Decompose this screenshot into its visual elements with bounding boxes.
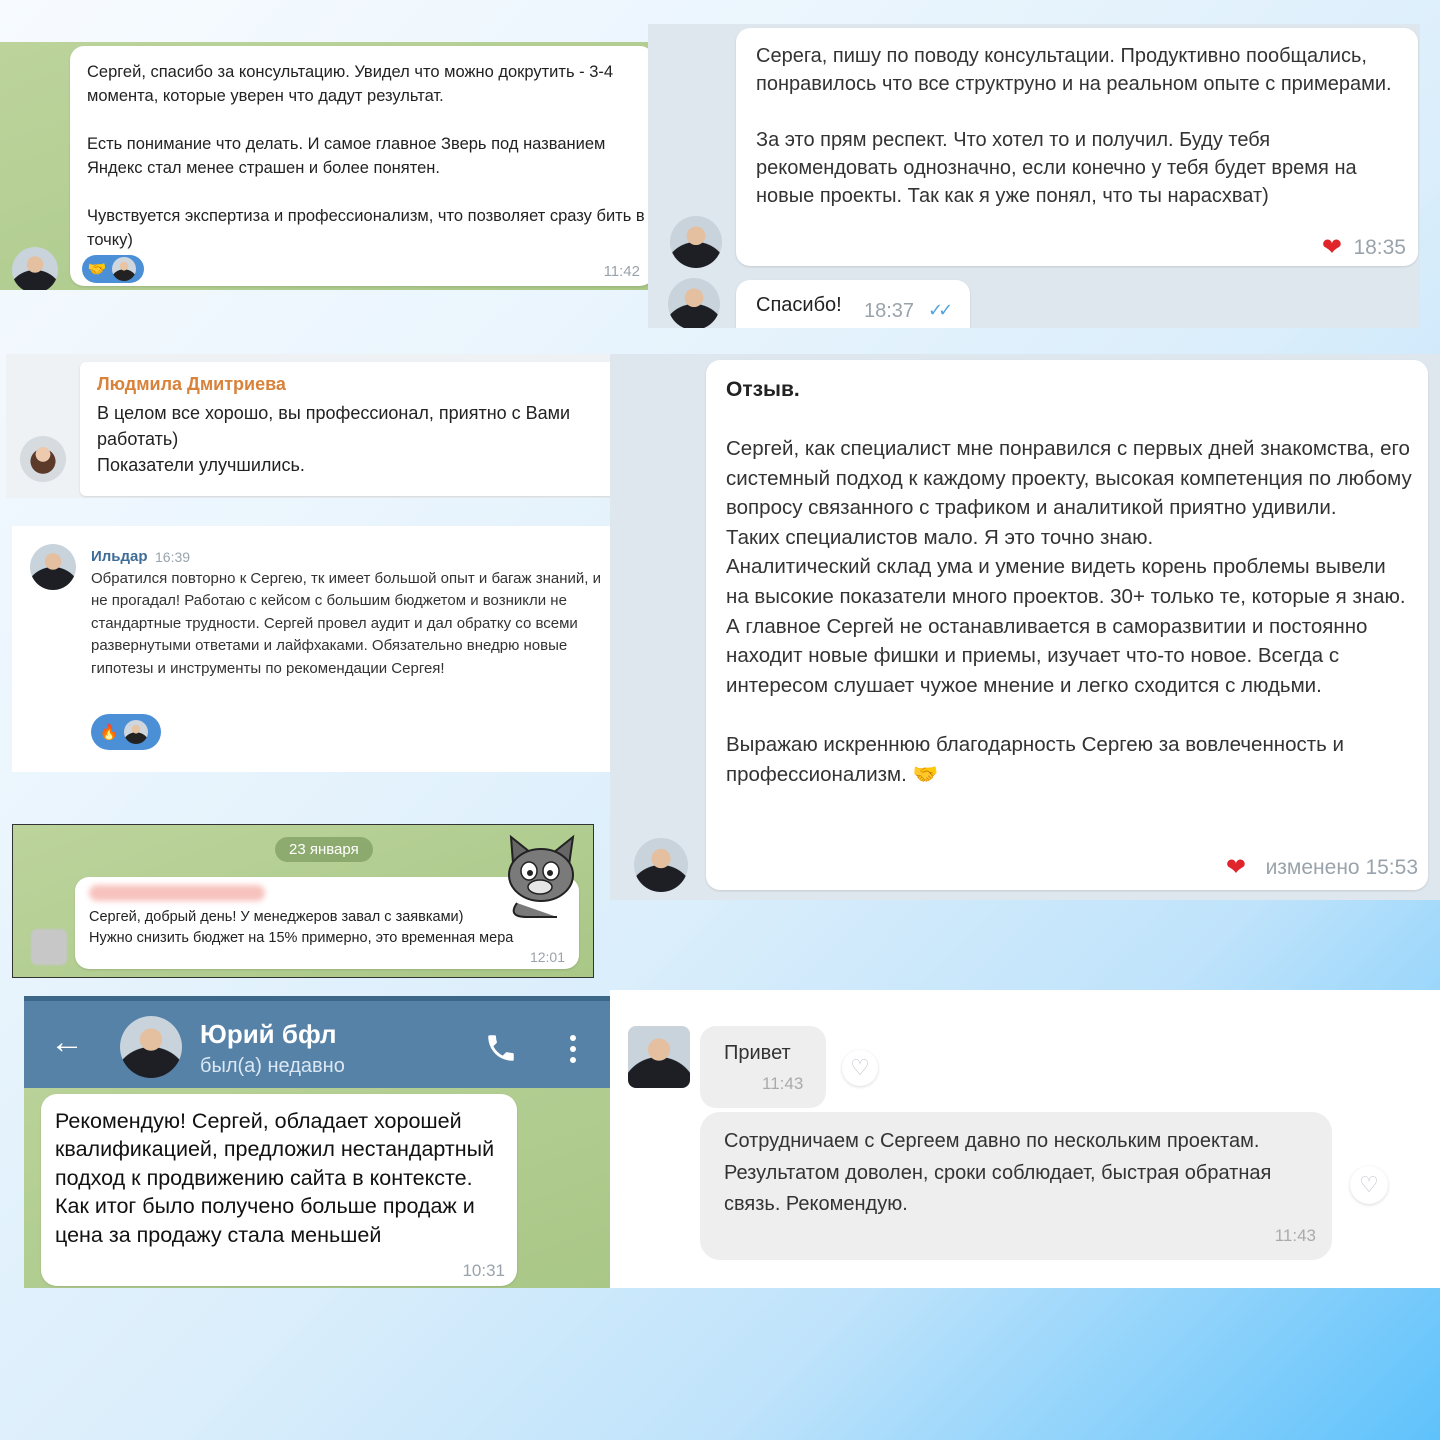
back-arrow-icon[interactable]: ← (50, 1023, 84, 1061)
message-text: В целом все хорошо, вы профессионал, приятно с Вами работать) Показатели улучшились. (97, 403, 571, 475)
heart-icon[interactable]: ❤ (1225, 854, 1246, 881)
message-time: 18:35 (1353, 236, 1406, 259)
sender-avatar[interactable] (670, 216, 722, 268)
read-check-icon: ✓✓ (928, 300, 949, 320)
message-bubble (70, 46, 654, 286)
message-time: 11:43 (1274, 1226, 1316, 1245)
edited-time: изменено 15:53 (1265, 856, 1418, 879)
greeting-text: Привет (724, 1042, 791, 1064)
more-menu-icon[interactable] (567, 1033, 579, 1067)
message-text: Сергей, добрый день! У менеджеров завал с заявками) Нужно снизить бюджет на 15% примерно, это временная мера (89, 909, 514, 946)
reaction-badge[interactable] (82, 255, 144, 283)
blurred-sender-name (89, 885, 265, 901)
review-5-chat (610, 354, 1440, 900)
sender-avatar[interactable] (20, 436, 66, 482)
sender-avatar[interactable] (31, 929, 67, 965)
message-text: Серега, пишу по поводу консультации. Продуктивно пообщались, понравилось что все структруно и на реальном опыте с примерами. За это прям респект. Что хотел то и получил. Буду тебя рекомендовать однозначно, если конечно у тебя будет время на новые проекты. Так как я уже понял, что ты нарасхват) (756, 45, 1392, 207)
contact-name[interactable]: Юрий бфл (200, 1019, 337, 1049)
contact-avatar[interactable] (120, 1016, 182, 1078)
review-3-chat (6, 354, 692, 498)
message-time: 16:39 (155, 549, 191, 565)
greeting-time: 11:43 (762, 1074, 804, 1093)
review-8-chat (610, 990, 1440, 1288)
message-bubble (706, 360, 1428, 890)
message-time: 12:01 (529, 949, 565, 965)
reply-bubble (736, 280, 970, 328)
own-avatar[interactable] (668, 278, 720, 328)
fire-icon: 🔥 (99, 724, 119, 741)
review-2-chat (648, 24, 1420, 328)
date-badge: 23 января (275, 837, 373, 862)
message-time: 11:42 (603, 263, 640, 280)
message-bubble (700, 1112, 1332, 1260)
handshake-icon: 🤝 (87, 261, 107, 278)
like-button-icon[interactable]: ♡ (1350, 1166, 1388, 1204)
message-bubble (80, 362, 692, 496)
sender-name[interactable]: Ильдар (91, 548, 148, 565)
like-button-icon[interactable]: ♡ (842, 1050, 878, 1086)
reply-text: Спасибо! (756, 294, 842, 316)
review-7-chat (24, 996, 610, 1288)
phone-icon[interactable] (484, 1031, 518, 1065)
message-text: Рекомендую! Сергей, обладает хорошей квалификацией, предложил нестандартный подход к продвижению сайта в контексте. Как итог было получено больше продаж и цена за продажу стала меньшей (55, 1109, 495, 1247)
sender-avatar[interactable] (628, 1026, 690, 1088)
cat-sticker-icon (497, 833, 583, 919)
message-text: Сотрудничаем с Сергеем давно по нескольким проектам. Результатом доволен, сроки соблюдает, быстрая обратная связь. Рекомендую. (724, 1130, 1272, 1215)
chat-header (24, 996, 610, 1088)
greeting-bubble (700, 1026, 826, 1108)
review-6-chat (12, 824, 594, 978)
sender-avatar[interactable] (30, 544, 76, 590)
message-text: Обратился повторно к Сергею, тк имеет большой опыт и багаж знаний, и не прогадал! Работаю с кейсом с большим бюджетом и возникли не стандартные трудности. Сергей провел аудит и дал обратку со всеми развернутыми ответами и лайфхаками. Обязательно внедрю новые гипотезы и инструменты по рекомендации Сергея! (91, 570, 601, 677)
sender-avatar[interactable] (12, 247, 58, 290)
reaction-badge[interactable] (91, 714, 161, 750)
message-time: 10:31 (462, 1261, 505, 1280)
heart-icon[interactable]: ❤ (1321, 234, 1342, 261)
sender-name[interactable]: Людмила Дмитриева (97, 374, 286, 394)
review-title: Отзыв. (726, 378, 800, 401)
sender-avatar[interactable] (634, 838, 688, 892)
reactor-avatar (124, 720, 148, 744)
review-1-chat (0, 42, 664, 290)
contact-status: был(а) недавно (200, 1055, 345, 1077)
message-text: Сергей, как специалист мне понравился с первых дней знакомства, его системный подход к каждому проекту, высокая компетенция по любому вопросу связанного с трафиком и аналитикой приятно удивили. Таких специалистов мало. Я это точно знаю. Аналитический склад ума и умение видеть корень проблемы вывели на высокие показатели много проектов. 30+ только те, которые я знаю. А главное Сергей не останавливается в саморазвитии и постоянно находит новые фишки и приемы, изучает что-то новое. Всегда с интересом слушает чужое мнение и легко сходится с людьми. Выражаю искреннюю благодарность Сергею за вовлеченность и профессионализм. 🤝 (726, 437, 1412, 786)
reactor-avatar (112, 257, 136, 281)
reply-time: 18:37 (864, 300, 915, 322)
review-4-chat (12, 526, 622, 772)
message-text: Сергей, спасибо за консультацию. Увидел что можно докрутить - 3-4 момента, которые уверен что дадут результат. Есть понимание что делать. И самое главное Зверь под названием Яндекс стал менее страшен и более понятен. Чувствуется экспертиза и профессионализм, что позволяет сразу бить в точку) (87, 63, 645, 249)
message-bubble (41, 1094, 517, 1286)
message-bubble (736, 28, 1418, 266)
